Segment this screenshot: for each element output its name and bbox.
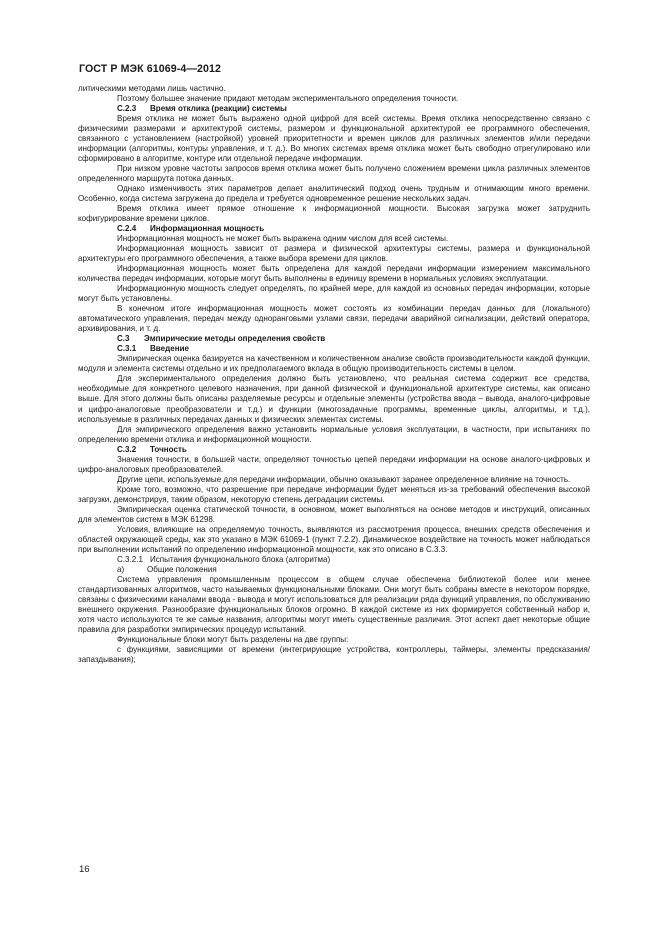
page-number: 16 [79, 864, 90, 875]
paragraph: Другие цепи, используемые для передачи информации, обычно оказывают заранее определенное влияние на точность. [117, 474, 571, 484]
paragraph: Эмпирическая оценка базируется на качественном и количественном анализе свойств производительности каждой функции, модуля и элемента системы отдельно и их предполагаемого вклада в общую производительность системы в целом. [78, 354, 590, 374]
paragraph: Эмпирическая оценка статической точности, в основном, может выполняться на основе методов и инструкций, описанных для элементов систем в МЭК 61298. [78, 504, 590, 524]
paragraph: При низком уровне частоты запросов время отклика может быть получено сложением времени цикла различных элементов определенного маршрута потока данных. [78, 164, 590, 184]
section-heading [78, 445, 590, 455]
section-number: С.3.2.1 [117, 554, 143, 564]
section-title: Испытания функционального блока (алгоритма) [150, 554, 331, 564]
section-title: Информационная мощность [150, 224, 265, 234]
page-body [78, 84, 590, 665]
paragraph: литическими методами лишь частично. [78, 84, 226, 93]
chapter-heading [78, 334, 590, 344]
section-title: Время отклика (реакции) системы [150, 104, 287, 114]
section-title: Точность [150, 444, 187, 454]
section-title: Общие положения [147, 564, 217, 574]
subsection-heading [78, 555, 590, 565]
paragraph: Информационную мощность следует определять, по крайней мере, для каждой из основных передач информации, которые могут быть установлены. [78, 284, 590, 304]
list-item-heading [78, 565, 590, 575]
section-title: Введение [150, 344, 189, 354]
paragraph: Поэтому большее значение придают методам экспериментального определения точности. [117, 94, 459, 104]
section-number: С.2.3 [117, 104, 137, 114]
section-number: С.3.1 [117, 344, 137, 354]
paragraph: Информационная мощность зависит от размера и физической архитектуры системы, размера и функциональной архитектуры его программного обеспечения, а также выбора времени для циклов. [78, 244, 590, 264]
section-number: С.2.4 [117, 224, 137, 234]
section-number: а) [117, 564, 125, 574]
section-number: С.3.2 [117, 444, 137, 454]
paragraph: Однако изменчивость этих параметров делает аналитический подход очень трудным и отнимающим много времени. Особенно, когда система загружена до предела и требуется одновременное решение нескольких задач. [78, 184, 590, 204]
section-heading [78, 104, 590, 114]
paragraph: Значения точности, в большей части, определяют точностью цепей передачи информации на основе аналого-цифровых и цифро-аналоговых преобразователей. [78, 454, 590, 474]
paragraph: Для экспериментального определения должно быть установлено, что реальная система содержит все средства, необходимые для конкретного целевого назначения, при данной физической и функциональной архитектуре системы, как описано выше. Для этого должны быть описаны разделяемые ресурсы и отдельные элементы (устройства ввода – вывода, аналого-цифровые и цифро-аналоговые преобразователи и т.д.) и функции (многозадачные программы, временные циклы, алгоритмы, и т.д.), используемые в различных передачах данных и физических элементах системы. [78, 374, 590, 424]
paragraph: Функциональные блоки могут быть разделены на две группы: [117, 634, 349, 644]
paragraph: Время отклика имеет прямое отношение к информационной мощности. Высокая загрузка может затруднить кофигурирование времени циклов. [78, 204, 590, 224]
paragraph: Система управления промышленным процессом в общем случае обеспечена библиотекой более или менее стандартизованных алгоритмов, часто называемых функциональными блоками. Они могут быть собраны вместе в некотором порядке, связаны с физическими каналами ввода - вывода и могут использоваться для реализации ряда функций управления, по обслуживанию внешнего окружения. Разнообразие функциональных блоков огромно. В каждой системе из них формируется собственный набор и, хотя часто используются те же самые названия, алгоритмы могут иметь существенные различия. Этот аспект дает некоторые общие правила для разработки эмпирических процедур испытаний. [78, 574, 590, 634]
paragraph: Время отклика не может быть выражено одной цифрой для всей системы. Время отклика непосредственно связано с физическими размерами и архитектурой системы, размером и функциональной архитектурой ее программного обеспечения, связанного с установлением (настройкой) уровней приоритетности и времен циклов для различных элементов и/или передачи информации (алгоритмы, контуры управления, и т. д.). Во многих системах время отклика может быть свободно отрегулировано или сформировано в алгоритме, контуре или отдельной передаче информации. [78, 114, 590, 164]
paragraph: Информационная мощность может быть определена для каждой передачи информации измерением максимального количества передач информации, которые могут быть выполнены в единицу времени в нормальных условиях эксплуатации. [78, 264, 590, 284]
document-header: ГОСТ Р МЭК 61069-4—2012 [79, 63, 222, 75]
section-number: С.3 [117, 334, 130, 344]
paragraph: Информационная мощность не может быть выражена одним числом для всей системы. [117, 234, 449, 244]
paragraph: Для эмпирического определения важно установить нормальные условия эксплуатации, в частности, при испытаниях по определению времени отклика и информационной мощности. [78, 424, 590, 444]
section-heading [78, 224, 590, 234]
paragraph: с функциями, зависящими от времени (интегрирующие устройства, контроллеры, таймеры, элементы предсказания/запаздывания); [78, 644, 590, 664]
paragraph: Кроме того, возможно, что разрешение при передаче информации будет меняться из-за требований обеспечения высокой загрузки, демонстрируя, таким образом, некоторую степень деградации системы. [78, 484, 590, 504]
section-heading [78, 344, 590, 354]
section-title: Эмпирические методы определения свойств [144, 334, 326, 344]
paragraph: В конечном итоге информационная мощность может состоять из комбинации передач данных для (локального) автоматического управления, передач между одноранговыми узлами связи, передачи аварийной сигнализации, действий оператора, архивирования, и т. д. [78, 304, 590, 334]
paragraph: Условия, влияющие на определяемую точность, выявляются из рассмотрения процесса, внешних средств обеспечения и областей окружающей среды, как это указано в МЭК 61069-1 (пункт 7.2.2). Динамическое воздействие на точность может наблюдаться при выполнении испытаний по определению информационной мощности, как это описано в С.3.3. [78, 524, 590, 554]
